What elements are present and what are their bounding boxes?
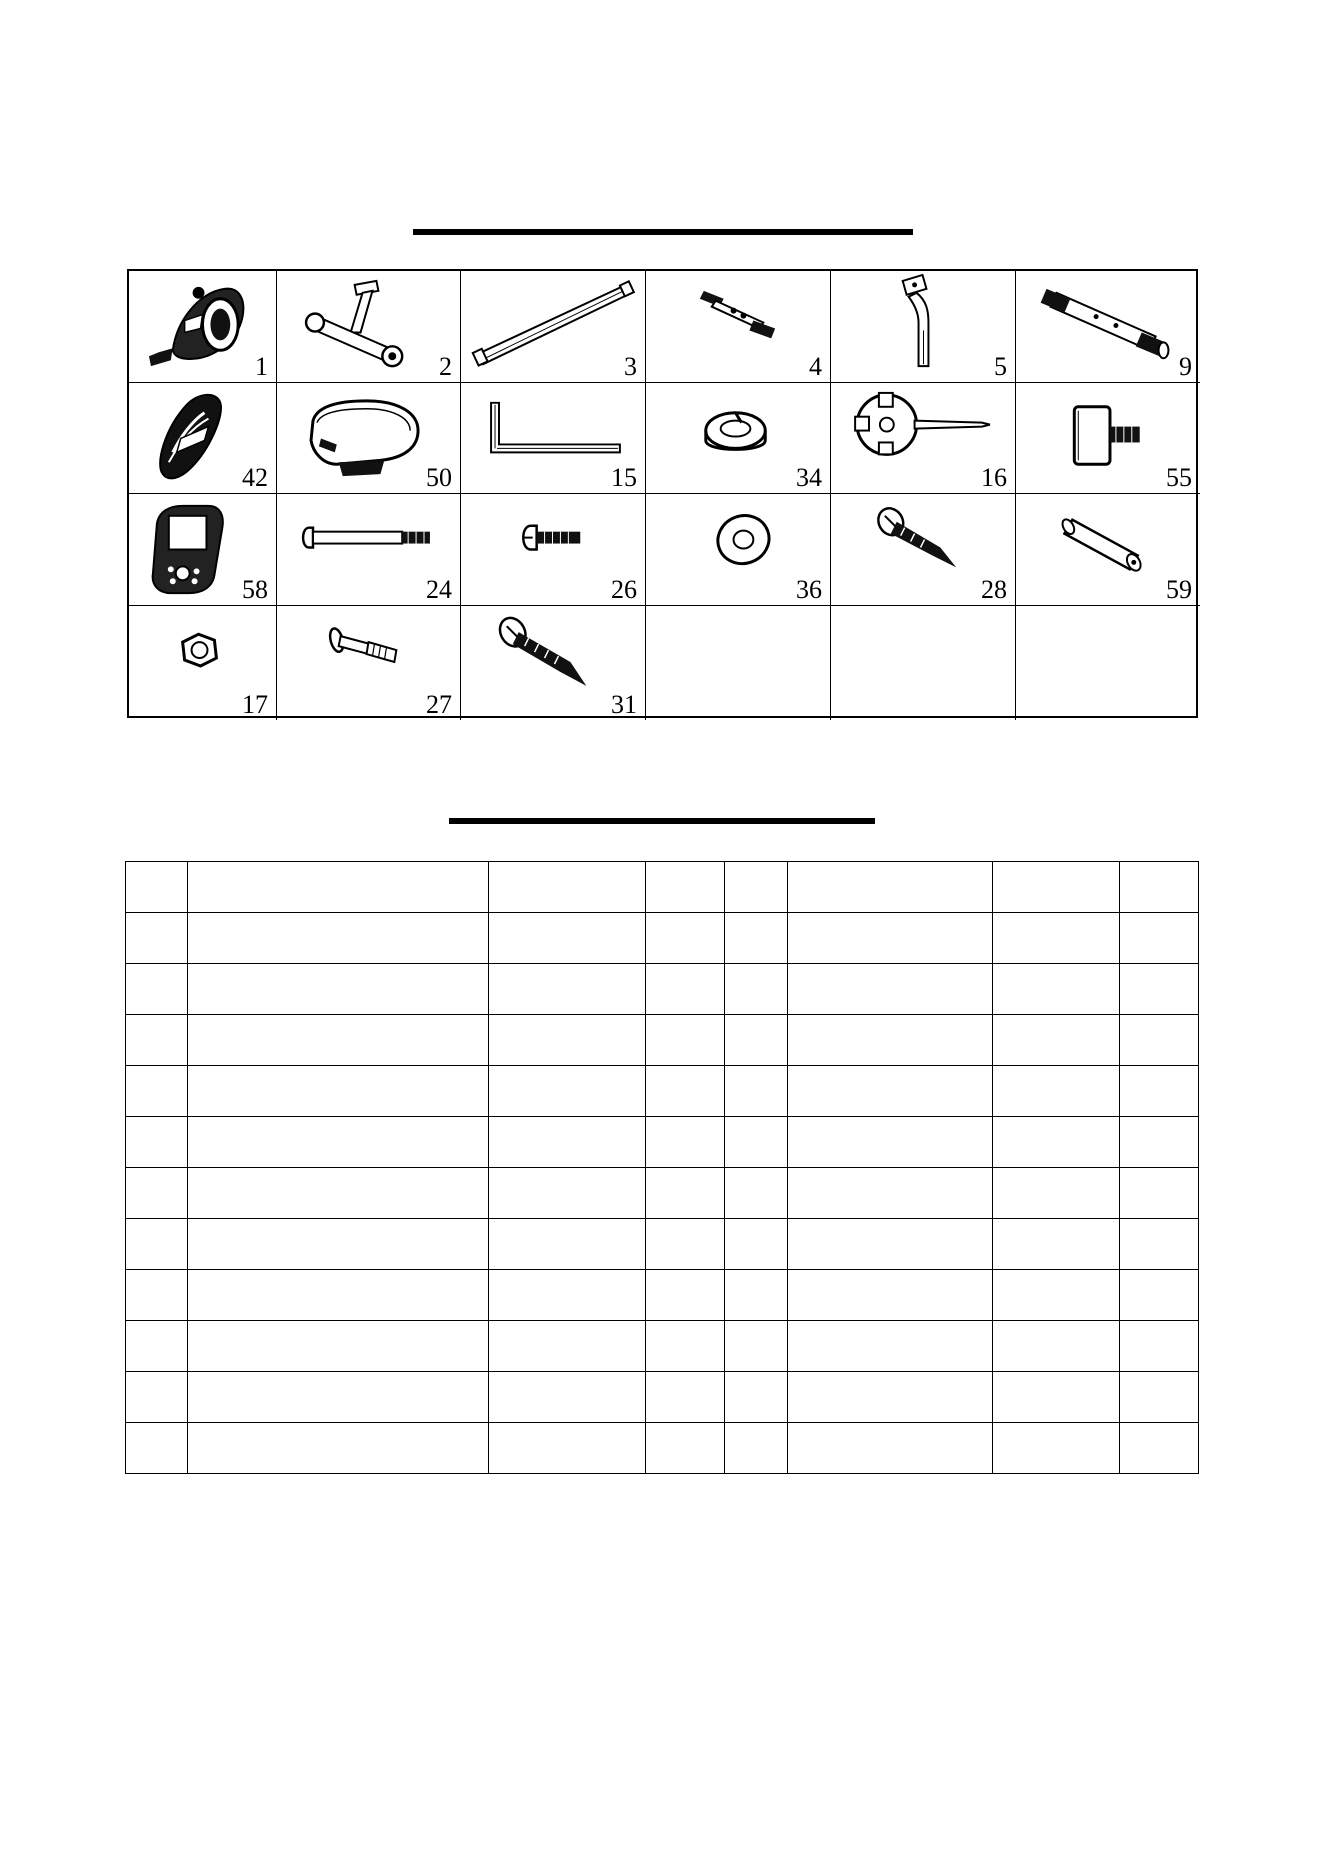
table-cell — [725, 1117, 788, 1168]
table-cell — [1120, 1015, 1199, 1066]
table-cell — [1120, 1117, 1199, 1168]
table-cell — [725, 1270, 788, 1321]
table-cell — [1120, 1066, 1199, 1117]
part-cell — [1016, 494, 1200, 606]
table-cell — [1120, 1372, 1199, 1423]
part-cell — [129, 606, 277, 720]
main-frame-icon — [129, 271, 276, 382]
table-cell — [788, 1372, 993, 1423]
part-number: 28 — [981, 575, 1007, 604]
table-cell — [126, 1066, 188, 1117]
table-cell — [725, 1219, 788, 1270]
part-number: 3 — [624, 352, 637, 381]
table-cell — [646, 1321, 725, 1372]
table-cell — [188, 964, 489, 1015]
table-cell — [646, 1117, 725, 1168]
parts-grid — [127, 269, 1198, 718]
table-cell — [725, 1066, 788, 1117]
table-cell — [646, 1066, 725, 1117]
table-cell — [1120, 1168, 1199, 1219]
part-number: 26 — [611, 575, 637, 604]
table-cell — [489, 1423, 646, 1474]
table-cell — [489, 964, 646, 1015]
table-cell — [725, 964, 788, 1015]
table-cell — [126, 1168, 188, 1219]
table-cell — [188, 862, 489, 913]
table-row — [126, 1066, 1199, 1117]
table-cell — [993, 862, 1120, 913]
front-stabilizer-icon — [277, 271, 460, 382]
empty-part-cell — [646, 606, 831, 720]
table-row — [126, 1168, 1199, 1219]
table-cell — [993, 1066, 1120, 1117]
table-cell — [489, 1168, 646, 1219]
table-cell — [489, 1219, 646, 1270]
table-cell — [993, 1270, 1120, 1321]
table-cell — [993, 913, 1120, 964]
table-cell — [993, 1219, 1120, 1270]
table-cell — [188, 1423, 489, 1474]
table-cell — [646, 913, 725, 964]
table-cell — [188, 1372, 489, 1423]
part-number: 27 — [426, 690, 452, 719]
part-cell — [129, 383, 277, 494]
table-row — [126, 1219, 1199, 1270]
part-cell — [831, 383, 1016, 494]
table-cell — [788, 862, 993, 913]
table-cell — [788, 1117, 993, 1168]
table-cell — [646, 1168, 725, 1219]
table-cell — [188, 1270, 489, 1321]
table-cell — [993, 1015, 1120, 1066]
table-cell — [126, 913, 188, 964]
table-cell — [993, 1372, 1120, 1423]
empty-part-cell — [1016, 606, 1200, 720]
part-number: 31 — [611, 690, 637, 719]
table-cell — [725, 913, 788, 964]
table-cell — [725, 1372, 788, 1423]
table-cell — [1120, 1219, 1199, 1270]
table-cell — [489, 1270, 646, 1321]
table-row — [126, 862, 1199, 913]
table-cell — [188, 1168, 489, 1219]
table-cell — [725, 1321, 788, 1372]
part-cell — [831, 494, 1016, 606]
table-cell — [788, 1015, 993, 1066]
handlebar-tube-icon — [1016, 271, 1200, 382]
table-cell — [126, 964, 188, 1015]
part-number: 4 — [809, 352, 822, 381]
table-cell — [646, 1015, 725, 1066]
table-row — [126, 913, 1199, 964]
part-number: 1 — [255, 352, 268, 381]
part-cell — [277, 383, 461, 494]
table-cell — [993, 964, 1120, 1015]
table-cell — [489, 1321, 646, 1372]
parts-title-bar — [413, 229, 913, 235]
table-cell — [993, 1117, 1120, 1168]
table-cell — [646, 964, 725, 1015]
part-cell — [461, 271, 646, 383]
empty-part-cell — [831, 606, 1016, 720]
table-cell — [126, 1321, 188, 1372]
part-cell — [277, 494, 461, 606]
table-cell — [646, 862, 725, 913]
table-cell — [188, 1117, 489, 1168]
table-cell — [725, 1168, 788, 1219]
part-cell — [461, 383, 646, 494]
part-number: 16 — [981, 463, 1007, 492]
part-number: 59 — [1166, 575, 1192, 604]
table-row — [126, 1270, 1199, 1321]
table-cell — [126, 1015, 188, 1066]
rear-stabilizer-icon — [646, 271, 830, 382]
part-cell — [461, 606, 646, 720]
part-number: 36 — [796, 575, 822, 604]
part-cell — [1016, 383, 1200, 494]
table-cell — [788, 1066, 993, 1117]
table-cell — [489, 913, 646, 964]
table-cell — [1120, 1270, 1199, 1321]
part-number: 15 — [611, 463, 637, 492]
table-row — [126, 1321, 1199, 1372]
part-number: 17 — [242, 690, 268, 719]
part-number: 50 — [426, 463, 452, 492]
part-number: 58 — [242, 575, 268, 604]
table-cell — [788, 913, 993, 964]
part-number: 55 — [1166, 463, 1192, 492]
table-cell — [993, 1321, 1120, 1372]
table-cell — [1120, 1423, 1199, 1474]
table-cell — [725, 1423, 788, 1474]
part-cell — [646, 383, 831, 494]
table-cell — [725, 1015, 788, 1066]
part-cell — [277, 271, 461, 383]
hardware-title-bar — [449, 818, 875, 824]
table-row — [126, 1117, 1199, 1168]
table-cell — [646, 1372, 725, 1423]
part-cell — [646, 494, 831, 606]
part-number: 5 — [994, 352, 1007, 381]
part-number: 42 — [242, 463, 268, 492]
table-cell — [1120, 913, 1199, 964]
table-cell — [993, 1423, 1120, 1474]
table-row — [126, 964, 1199, 1015]
part-number: 24 — [426, 575, 452, 604]
table-cell — [126, 862, 188, 913]
part-number: 34 — [796, 463, 822, 492]
part-cell — [1016, 271, 1200, 383]
table-row — [126, 1372, 1199, 1423]
table-cell — [188, 913, 489, 964]
table-cell — [788, 1168, 993, 1219]
rail-icon — [461, 271, 645, 382]
table-cell — [489, 1015, 646, 1066]
table-cell — [126, 1117, 188, 1168]
table-cell — [788, 1321, 993, 1372]
table-cell — [489, 1117, 646, 1168]
table-cell — [646, 1423, 725, 1474]
table-cell — [188, 1219, 489, 1270]
part-cell — [646, 271, 831, 383]
table-cell — [788, 1270, 993, 1321]
part-cell — [277, 606, 461, 720]
seat-post-icon — [831, 271, 1015, 382]
table-cell — [646, 1270, 725, 1321]
table-cell — [188, 1321, 489, 1372]
table-row — [126, 1423, 1199, 1474]
part-number: 9 — [1179, 352, 1192, 381]
table-cell — [646, 1219, 725, 1270]
table-cell — [1120, 964, 1199, 1015]
table-cell — [1120, 862, 1199, 913]
table-cell — [126, 1219, 188, 1270]
part-cell — [831, 271, 1016, 383]
hardware-table — [125, 861, 1199, 1474]
table-cell — [489, 1066, 646, 1117]
table-cell — [788, 964, 993, 1015]
table-cell — [788, 1423, 993, 1474]
table-cell — [489, 1372, 646, 1423]
table-cell — [1120, 1321, 1199, 1372]
table-cell — [126, 1372, 188, 1423]
part-cell — [129, 271, 277, 383]
part-number: 2 — [439, 352, 452, 381]
part-cell — [461, 494, 646, 606]
part-cell — [129, 494, 277, 606]
table-cell — [188, 1015, 489, 1066]
table-cell — [126, 1270, 188, 1321]
table-cell — [993, 1168, 1120, 1219]
table-cell — [788, 1219, 993, 1270]
table-cell — [725, 862, 788, 913]
table-cell — [489, 862, 646, 913]
table-cell — [188, 1066, 489, 1117]
table-row — [126, 1015, 1199, 1066]
table-cell — [126, 1423, 188, 1474]
